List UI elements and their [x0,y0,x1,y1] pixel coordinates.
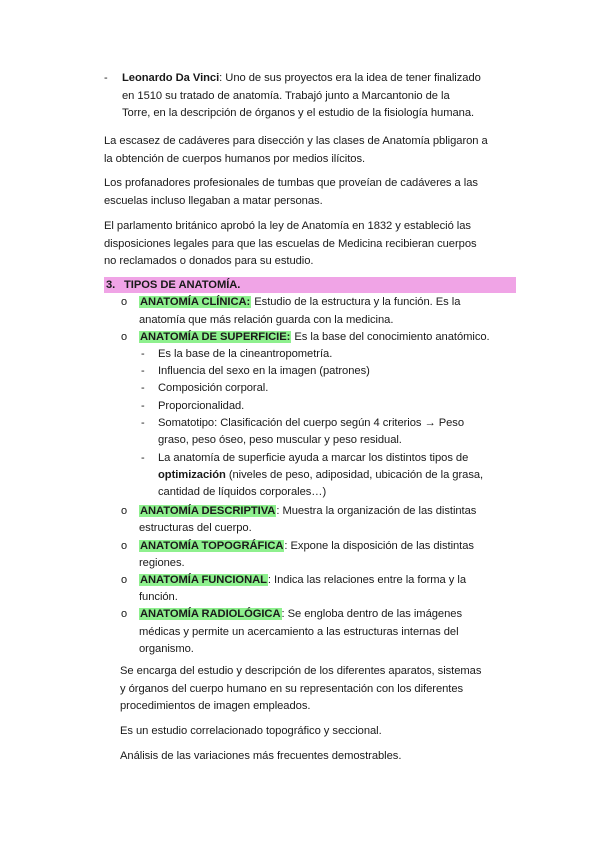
sub-item-1: Es la base de la cineantropometría. [158,348,333,360]
sub-item-6-line-2 [158,467,483,484]
anatomia-superficie-line-1 [139,329,490,346]
leonardo-name: Leonardo Da Vinci [122,72,220,84]
sub-item-6-line-1: La anatomía de superficie ayuda a marcar los distintos tipos de [158,452,469,464]
section-title: TIPOS DE ANATOMÍA. [124,279,241,291]
paragraph-1-line-2: la obtención de cuerpos humanos por medios ilícitos. [104,153,366,165]
closing-1-line-1: Se encarga del estudio y descripción de los diferentes aparatos, sistemas [120,665,482,677]
dash-marker: - [141,365,145,377]
anatomia-radiologica-line-3: organismo. [139,643,194,655]
paragraph-2-line-1: Los profanadores profesionales de tumbas que proveían de cadáveres a las [104,177,478,189]
sub-item-2: Influencia del sexo en la imagen (patrones) [158,365,370,377]
leonardo-line-1 [122,70,481,87]
anatomia-radiologica-text: : Se engloba dentro de las imágenes [281,608,462,620]
sub-item-5-line-1: Somatotipo: Clasificación del cuerpo según 4 criterios → Peso [158,417,465,429]
anatomia-topografica-line-2: regiones. [139,557,185,569]
anatomia-radiologica-line-2: médicas y permite un acercamiento a las estructuras internas del [139,626,459,638]
anatomia-descriptiva-line-2: estructuras del cuerpo. [139,522,252,534]
sub-item-6-line-3: cantidad de líquidos corporales…) [158,486,327,498]
anatomia-topografica-line-1 [139,538,474,555]
circle-bullet-marker: o [121,505,128,517]
sub-item-3: Composición corporal. [158,382,269,394]
closing-1-line-2: y órganos del cuerpo humano en su representación con los diferentes [120,683,464,695]
anatomia-descriptiva-line-1 [139,503,476,520]
sub-item-4: Proporcionalidad. [158,400,245,412]
anatomia-clinica-text: Estudio de la estructura y la función. Es la [251,296,461,308]
dash-marker: - [141,417,145,429]
sub-item-5-line-2: graso, peso óseo, peso muscular y peso residual. [158,434,402,446]
paragraph-3-line-1: El parlamento británico aprobó la ley de Anatomía en 1832 y estableció las [104,220,471,232]
anatomia-superficie-name: ANATOMÍA DE SUPERFICIE: [140,331,291,343]
sub-item-6-text: (niveles de peso, adiposidad, ubicación de la grasa, [225,469,484,481]
closing-3: Análisis de las variaciones más frecuentes demostrables. [120,750,402,762]
circle-bullet-marker: o [121,574,128,586]
leonardo-line-3: Torre, en la descripción de órganos y el estudio de la fisiología humana. [122,107,475,119]
circle-bullet-marker: o [121,296,128,308]
anatomia-clinica-line-1 [139,294,460,311]
circle-bullet-marker: o [121,540,128,552]
dash-marker: - [141,382,145,394]
closing-2: Es un estudio correlacionado topográfico y seccional. [120,725,382,737]
anatomia-descriptiva-text: : Muestra la organización de las distintas [276,505,477,517]
circle-bullet-marker: o [121,608,128,620]
anatomia-superficie-text: Es la base del conocimiento anatómico. [291,331,490,343]
dash-marker: - [141,452,145,464]
dash-marker: - [141,400,145,412]
anatomia-funcional-text: : Indica las relaciones entre la forma y la [267,574,467,586]
section-number: 3. [106,279,116,291]
paragraph-3-line-3: no reclamados o donados para su estudio. [104,255,314,267]
paragraph-1-line-1: La escasez de cadáveres para disección y las clases de Anatomía pbligaron a [104,135,488,147]
circle-bullet-marker: o [121,331,128,343]
anatomia-topografica-name: ANATOMÍA TOPOGRÁFICA [140,540,284,552]
optimizacion-bold: optimización [158,469,226,481]
dash-marker: - [141,348,145,360]
dash-marker: - [104,72,108,84]
leonardo-text-1: : Uno de sus proyectos era la idea de tener finalizado [219,72,481,84]
anatomia-funcional-line-2: función. [139,591,178,603]
anatomia-clinica-line-2: anatomía que más relación guarda con la medicina. [139,314,394,326]
anatomia-descriptiva-name: ANATOMÍA DESCRIPTIVA [140,505,276,517]
anatomia-topografica-text: : Expone la disposición de las distintas [284,540,474,552]
closing-1-line-3: procedimientos de imagen empleados. [120,700,311,712]
anatomia-radiologica-line-1 [139,606,462,623]
anatomia-clinica-name: ANATOMÍA CLÍNICA: [140,296,251,308]
anatomia-funcional-name: ANATOMÍA FUNCIONAL [140,574,267,586]
paragraph-2-line-2: escuelas incluso llegaban a matar personas. [104,195,323,207]
anatomia-funcional-line-1 [139,572,466,589]
leonardo-line-2: en 1510 su tratado de anatomía. Trabajó junto a Marcantonio de la [122,90,450,102]
anatomia-radiologica-name: ANATOMÍA RADIOLÓGICA [140,608,281,620]
paragraph-3-line-2: disposiciones legales para que las escuelas de Medicina recibieran cuerpos [104,238,477,250]
